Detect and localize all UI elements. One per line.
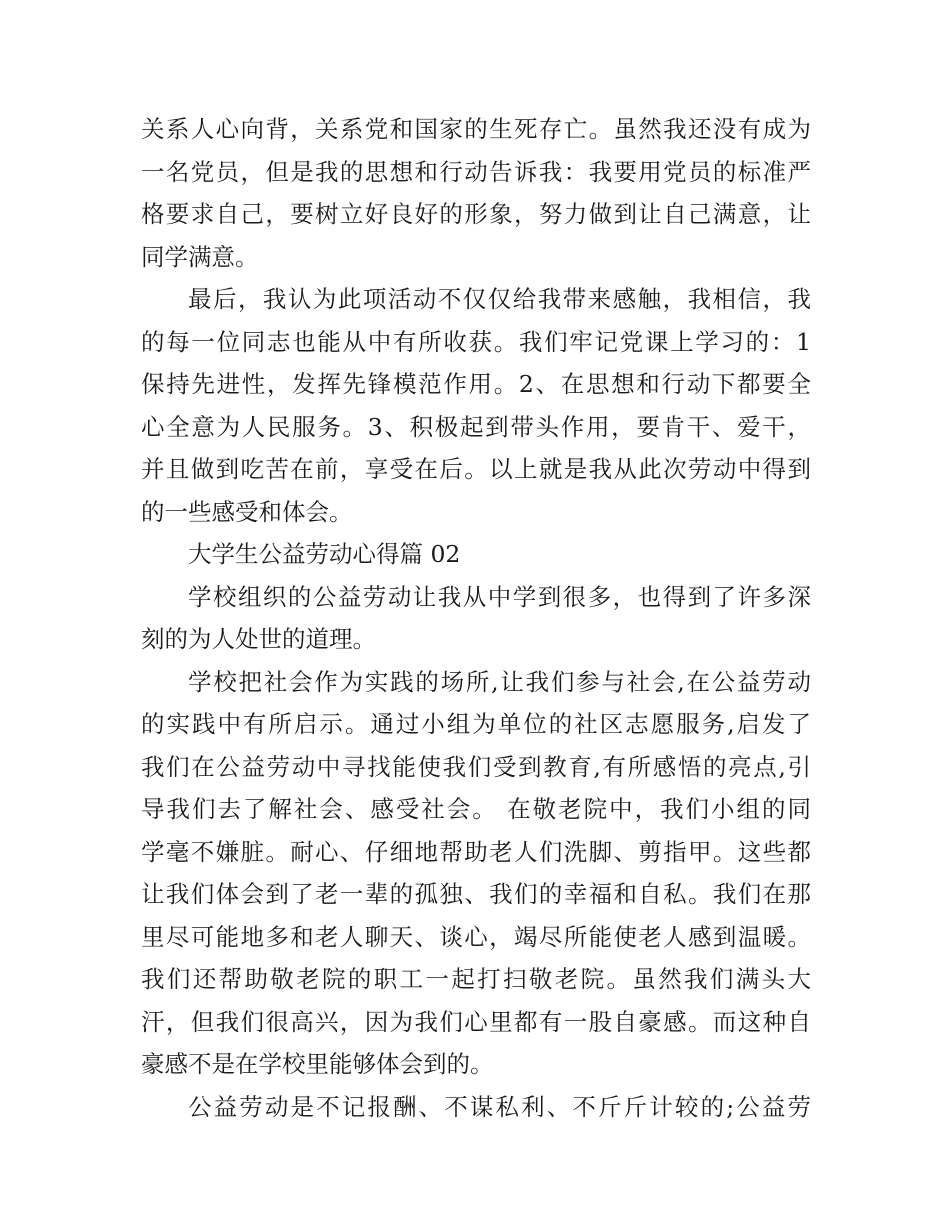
text-line: 刻的为人处世的道理。 <box>141 625 376 653</box>
text-line: 我们还帮助敬老院的职工一起打扫敬老院。虽然我们满头大 <box>141 965 811 993</box>
text-line: 我们在公益劳动中寻找能使我们受到教育,有所感悟的亮点,引 <box>141 752 811 781</box>
text-line: 并且做到吃苦在前，享受在后。以上就是我从此次劳动中得到 <box>141 455 811 483</box>
text-line: 的每一位同志也能从中有所收获。我们牢记党课上学习的：1 <box>141 327 811 356</box>
text-line: 学校把社会作为实践的场所,让我们参与社会,在公益劳动 <box>188 667 811 696</box>
text-line: 一名党员，但是我的思想和行动告诉我：我要用党员的标准严 <box>141 157 811 186</box>
text-line: 同学满意。 <box>141 242 259 271</box>
text-line: 汗，但我们很高兴，因为我们心里都有一股自豪感。而这种自 <box>141 1007 811 1036</box>
text-line: 最后，我认为此项活动不仅仅给我带来感触，我相信，我 <box>188 285 811 313</box>
text-line: 关系人心向背，关系党和国家的生死存亡。虽然我还没有成为 <box>141 115 811 143</box>
text-line: 的一些感受和体会。 <box>141 497 353 526</box>
text-line: 里尽可能地多和老人聊天、谈心，竭尽所能使老人感到温暖。 <box>141 922 811 951</box>
text-line: 心全意为人民服务。3、积极起到带头作用，要肯干、爱干， <box>141 412 811 441</box>
text-line: 保持先进性，发挥先锋模范作用。2、在思想和行动下都要全 <box>141 370 811 398</box>
text-line: 学毫不嫌脏。耐心、仔细地帮助老人们洗脚、剪指甲。这些都 <box>141 837 811 866</box>
text-line: 学校组织的公益劳动让我从中学到很多，也得到了许多深 <box>188 582 811 611</box>
text-line: 让我们体会到了老一辈的孤独、我们的幸福和自私。我们在那 <box>141 880 811 908</box>
document-body <box>141 108 811 1128</box>
text-line: 公益劳动是不记报酬、不谋私利、不斤斤计较的;公益劳 <box>188 1092 811 1121</box>
text-line: 格要求自己，要树立好良好的形象，努力做到让自己满意，让 <box>141 200 811 228</box>
text-line: 的实践中有所启示。通过小组为单位的社区志愿服务,启发了 <box>141 710 811 738</box>
text-line: 导我们去了解社会、感受社会。 在敬老院中，我们小组的同 <box>141 795 811 823</box>
text-line: 大学生公益劳动心得篇 02 <box>188 540 461 568</box>
text-line: 豪感不是在学校里能够体会到的。 <box>141 1050 494 1078</box>
